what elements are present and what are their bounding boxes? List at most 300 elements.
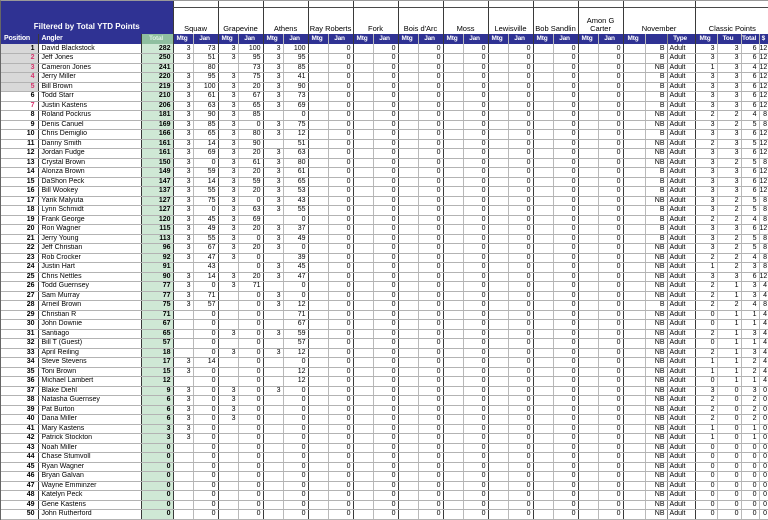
mtg-points-lewisville[interactable] xyxy=(488,120,508,130)
angler-type[interactable]: Adult xyxy=(667,63,695,73)
mtg-points-squaw[interactable]: 3 xyxy=(173,244,193,254)
angler-name[interactable]: Jeff Jones xyxy=(38,54,141,64)
mtg-points-amon-g-carter[interactable] xyxy=(578,481,598,491)
angler-type[interactable]: Adult xyxy=(667,386,695,396)
jan-points-lewisville[interactable]: 0 xyxy=(508,301,533,311)
classic-total[interactable]: 3 xyxy=(741,263,759,273)
ytd-total[interactable]: 96 xyxy=(141,244,173,254)
jan-points-athens[interactable]: 75 xyxy=(283,120,308,130)
header-bois-d-arc-jan[interactable]: Jan xyxy=(418,34,443,44)
mtg-points-athens[interactable] xyxy=(263,434,283,444)
jan-points-bob-sandlin[interactable]: 0 xyxy=(553,348,578,358)
jan-points-lewisville[interactable]: 0 xyxy=(508,139,533,149)
mtg-points-grapevine[interactable]: 3 xyxy=(218,111,238,121)
jan-points-bob-sandlin[interactable]: 0 xyxy=(553,320,578,330)
jan-points-lewisville[interactable]: 0 xyxy=(508,405,533,415)
position-cell[interactable]: 3 xyxy=(1,63,38,73)
lake-header-amon-g-carter[interactable]: Amon G Carter xyxy=(578,8,623,35)
november-mtg[interactable] xyxy=(623,92,645,102)
mtg-points-bob-sandlin[interactable] xyxy=(533,234,553,244)
mtg-points-bois-d-arc[interactable] xyxy=(398,320,418,330)
jan-points-bob-sandlin[interactable]: 0 xyxy=(553,339,578,349)
classic-tournaments[interactable]: 0 xyxy=(717,491,741,501)
jan-points-athens[interactable]: 0 xyxy=(283,453,308,463)
jan-points-fork[interactable]: 0 xyxy=(373,139,398,149)
mtg-points-athens[interactable] xyxy=(263,282,283,292)
classic-total[interactable]: 6 xyxy=(741,168,759,178)
mtg-points-squaw[interactable]: 3 xyxy=(173,54,193,64)
jan-points-squaw[interactable]: 63 xyxy=(193,101,218,111)
jan-points-fork[interactable]: 0 xyxy=(373,101,398,111)
jan-points-ray-roberts[interactable]: 0 xyxy=(328,339,353,349)
position-cell[interactable]: 27 xyxy=(1,291,38,301)
ytd-total[interactable]: 0 xyxy=(141,481,173,491)
jan-points-amon-g-carter[interactable]: 0 xyxy=(598,101,623,111)
mtg-points-ray-roberts[interactable] xyxy=(308,168,328,178)
jan-points-bob-sandlin[interactable]: 0 xyxy=(553,215,578,225)
jan-points-moss[interactable]: 0 xyxy=(463,177,488,187)
mtg-points-moss[interactable] xyxy=(443,348,463,358)
mtg-points-grapevine[interactable] xyxy=(218,510,238,520)
mtg-points-fork[interactable] xyxy=(353,187,373,197)
mtg-points-ray-roberts[interactable] xyxy=(308,339,328,349)
mtg-points-athens[interactable]: 3 xyxy=(263,386,283,396)
jan-points-ray-roberts[interactable]: 0 xyxy=(328,386,353,396)
jan-points-squaw[interactable]: 61 xyxy=(193,92,218,102)
mtg-points-grapevine[interactable]: 3 xyxy=(218,396,238,406)
mtg-points-lewisville[interactable] xyxy=(488,405,508,415)
jan-points-bois-d-arc[interactable]: 0 xyxy=(418,291,443,301)
position-cell[interactable]: 24 xyxy=(1,263,38,273)
jan-points-lewisville[interactable]: 0 xyxy=(508,481,533,491)
mtg-points-moss[interactable] xyxy=(443,149,463,159)
jan-points-bois-d-arc[interactable]: 0 xyxy=(418,358,443,368)
mtg-points-athens[interactable] xyxy=(263,215,283,225)
jan-points-grapevine[interactable]: 69 xyxy=(238,215,263,225)
mtg-points-moss[interactable] xyxy=(443,215,463,225)
mtg-points-moss[interactable] xyxy=(443,301,463,311)
boater-flag[interactable]: B xyxy=(645,177,667,187)
mtg-points-ray-roberts[interactable] xyxy=(308,263,328,273)
classic-money[interactable]: 0 xyxy=(759,443,768,453)
mtg-points-bois-d-arc[interactable] xyxy=(398,282,418,292)
classic-tournaments[interactable]: 1 xyxy=(717,348,741,358)
ytd-total[interactable]: 71 xyxy=(141,310,173,320)
mtg-points-squaw[interactable]: 3 xyxy=(173,73,193,83)
classic-money[interactable]: 0 xyxy=(759,405,768,415)
classic-tournaments[interactable]: 3 xyxy=(717,63,741,73)
mtg-points-athens[interactable] xyxy=(263,253,283,263)
mtg-points-squaw[interactable]: 3 xyxy=(173,196,193,206)
classic-mtg[interactable]: 3 xyxy=(695,196,717,206)
mtg-points-ray-roberts[interactable] xyxy=(308,206,328,216)
jan-points-lewisville[interactable]: 0 xyxy=(508,44,533,54)
mtg-points-athens[interactable]: 3 xyxy=(263,63,283,73)
jan-points-moss[interactable]: 0 xyxy=(463,320,488,330)
classic-mtg[interactable]: 1 xyxy=(695,358,717,368)
mtg-points-amon-g-carter[interactable] xyxy=(578,54,598,64)
classic-money[interactable]: 12 xyxy=(759,272,768,280)
position-cell[interactable]: 10 xyxy=(1,130,38,140)
jan-points-bob-sandlin[interactable]: 0 xyxy=(553,101,578,111)
mtg-points-grapevine[interactable]: 3 xyxy=(218,244,238,254)
classic-total[interactable]: 4 xyxy=(741,253,759,263)
jan-points-lewisville[interactable]: 0 xyxy=(508,472,533,482)
angler-name[interactable]: Jerry Young xyxy=(38,234,141,244)
jan-points-grapevine[interactable]: 0 xyxy=(238,491,263,501)
mtg-points-bob-sandlin[interactable] xyxy=(533,206,553,216)
ytd-total[interactable]: 6 xyxy=(141,415,173,425)
classic-tournaments[interactable]: 3 xyxy=(717,139,741,149)
position-cell[interactable]: 21 xyxy=(1,234,38,244)
mtg-points-bois-d-arc[interactable] xyxy=(398,367,418,377)
position-cell[interactable]: 2 xyxy=(1,54,38,64)
mtg-points-amon-g-carter[interactable] xyxy=(578,225,598,235)
mtg-points-squaw[interactable] xyxy=(173,329,193,339)
angler-name[interactable]: Todd Starr xyxy=(38,92,141,102)
classic-mtg[interactable]: 2 xyxy=(695,111,717,121)
mtg-points-ray-roberts[interactable] xyxy=(308,329,328,339)
mtg-points-bois-d-arc[interactable] xyxy=(398,434,418,444)
jan-points-lewisville[interactable]: 0 xyxy=(508,386,533,396)
november-mtg[interactable] xyxy=(623,73,645,83)
mtg-points-amon-g-carter[interactable] xyxy=(578,82,598,92)
angler-name[interactable]: Crystal Brown xyxy=(38,158,141,168)
ytd-total[interactable]: 210 xyxy=(141,92,173,102)
angler-name[interactable]: Cameron Jones xyxy=(38,63,141,73)
classic-money[interactable]: 12 xyxy=(759,92,768,100)
jan-points-squaw[interactable]: 51 xyxy=(193,54,218,64)
angler-name[interactable]: Bryan Galvan xyxy=(38,472,141,482)
jan-points-athens[interactable]: 0 xyxy=(283,481,308,491)
mtg-points-fork[interactable] xyxy=(353,472,373,482)
mtg-points-athens[interactable] xyxy=(263,500,283,510)
jan-points-bob-sandlin[interactable]: 0 xyxy=(553,310,578,320)
angler-name[interactable]: Katelyn Peck xyxy=(38,491,141,501)
jan-points-amon-g-carter[interactable]: 0 xyxy=(598,82,623,92)
mtg-points-grapevine[interactable] xyxy=(218,310,238,320)
mtg-points-lewisville[interactable] xyxy=(488,225,508,235)
mtg-points-grapevine[interactable] xyxy=(218,443,238,453)
jan-points-ray-roberts[interactable]: 0 xyxy=(328,358,353,368)
position-cell[interactable]: 36 xyxy=(1,377,38,387)
jan-points-amon-g-carter[interactable]: 0 xyxy=(598,405,623,415)
classic-total[interactable]: 3 xyxy=(741,282,759,292)
mtg-points-lewisville[interactable] xyxy=(488,244,508,254)
jan-points-bois-d-arc[interactable]: 0 xyxy=(418,415,443,425)
jan-points-grapevine[interactable]: 0 xyxy=(238,405,263,415)
jan-points-fork[interactable]: 0 xyxy=(373,386,398,396)
classic-money[interactable]: 4 xyxy=(759,310,768,320)
mtg-points-squaw[interactable]: 3 xyxy=(173,367,193,377)
classic-total[interactable]: 1 xyxy=(741,424,759,434)
classic-money[interactable]: 12 xyxy=(759,177,768,185)
mtg-points-grapevine[interactable]: 3 xyxy=(218,215,238,225)
ytd-total[interactable]: 91 xyxy=(141,263,173,273)
jan-points-athens[interactable]: 0 xyxy=(283,386,308,396)
jan-points-grapevine[interactable]: 0 xyxy=(238,120,263,130)
angler-name[interactable]: Roland Pockrus xyxy=(38,111,141,121)
mtg-points-moss[interactable] xyxy=(443,358,463,368)
jan-points-bob-sandlin[interactable]: 0 xyxy=(553,415,578,425)
classic-tournaments[interactable]: 0 xyxy=(717,500,741,510)
classic-money[interactable]: 0 xyxy=(759,500,768,510)
jan-points-grapevine[interactable]: 0 xyxy=(238,424,263,434)
jan-points-grapevine[interactable]: 20 xyxy=(238,244,263,254)
classic-tournaments[interactable]: 3 xyxy=(717,82,741,92)
mtg-points-fork[interactable] xyxy=(353,348,373,358)
jan-points-squaw[interactable]: 14 xyxy=(193,272,218,282)
mtg-points-grapevine[interactable] xyxy=(218,301,238,311)
mtg-points-fork[interactable] xyxy=(353,54,373,64)
jan-points-athens[interactable]: 0 xyxy=(283,405,308,415)
mtg-points-bob-sandlin[interactable] xyxy=(533,339,553,349)
jan-points-ray-roberts[interactable]: 0 xyxy=(328,196,353,206)
mtg-points-bob-sandlin[interactable] xyxy=(533,453,553,463)
jan-points-athens[interactable]: 85 xyxy=(283,63,308,73)
mtg-points-bob-sandlin[interactable] xyxy=(533,215,553,225)
classic-tournaments[interactable]: 3 xyxy=(717,54,741,64)
angler-type[interactable]: Adult xyxy=(667,443,695,453)
jan-points-ray-roberts[interactable]: 0 xyxy=(328,510,353,520)
mtg-points-grapevine[interactable] xyxy=(218,453,238,463)
mtg-points-amon-g-carter[interactable] xyxy=(578,491,598,501)
jan-points-moss[interactable]: 0 xyxy=(463,158,488,168)
classic-money[interactable]: 4 xyxy=(759,358,768,368)
angler-type[interactable]: Adult xyxy=(667,339,695,349)
jan-points-bois-d-arc[interactable]: 0 xyxy=(418,111,443,121)
jan-points-athens[interactable]: 0 xyxy=(283,443,308,453)
mtg-points-ray-roberts[interactable] xyxy=(308,44,328,54)
mtg-points-squaw[interactable] xyxy=(173,310,193,320)
mtg-points-bob-sandlin[interactable] xyxy=(533,244,553,254)
november-mtg[interactable] xyxy=(623,348,645,358)
november-mtg[interactable] xyxy=(623,225,645,235)
jan-points-bois-d-arc[interactable]: 0 xyxy=(418,234,443,244)
mtg-points-bois-d-arc[interactable] xyxy=(398,415,418,425)
boater-flag[interactable]: B xyxy=(645,225,667,235)
jan-points-athens[interactable]: 51 xyxy=(283,139,308,149)
jan-points-bois-d-arc[interactable]: 0 xyxy=(418,377,443,387)
jan-points-amon-g-carter[interactable]: 0 xyxy=(598,386,623,396)
mtg-points-squaw[interactable]: 3 xyxy=(173,92,193,102)
angler-type[interactable]: Adult xyxy=(667,111,695,121)
mtg-points-ray-roberts[interactable] xyxy=(308,491,328,501)
mtg-points-squaw[interactable]: 3 xyxy=(173,168,193,178)
mtg-points-squaw[interactable]: 3 xyxy=(173,120,193,130)
classic-tournaments[interactable]: 1 xyxy=(717,358,741,368)
jan-points-bob-sandlin[interactable]: 0 xyxy=(553,329,578,339)
position-cell[interactable]: 42 xyxy=(1,434,38,444)
mtg-points-squaw[interactable]: 3 xyxy=(173,234,193,244)
jan-points-moss[interactable]: 0 xyxy=(463,500,488,510)
angler-type[interactable]: Adult xyxy=(667,301,695,311)
mtg-points-athens[interactable] xyxy=(263,367,283,377)
mtg-points-bob-sandlin[interactable] xyxy=(533,177,553,187)
mtg-points-squaw[interactable]: 3 xyxy=(173,434,193,444)
mtg-points-grapevine[interactable] xyxy=(218,367,238,377)
jan-points-bois-d-arc[interactable]: 0 xyxy=(418,253,443,263)
jan-points-moss[interactable]: 0 xyxy=(463,225,488,235)
jan-points-bois-d-arc[interactable]: 0 xyxy=(418,63,443,73)
jan-points-athens[interactable]: 95 xyxy=(283,54,308,64)
jan-points-amon-g-carter[interactable]: 0 xyxy=(598,481,623,491)
jan-points-athens[interactable]: 0 xyxy=(283,215,308,225)
jan-points-amon-g-carter[interactable]: 0 xyxy=(598,139,623,149)
jan-points-squaw[interactable]: 65 xyxy=(193,130,218,140)
mtg-points-fork[interactable] xyxy=(353,44,373,54)
classic-money[interactable]: 0 xyxy=(759,434,768,444)
jan-points-athens[interactable]: 69 xyxy=(283,101,308,111)
jan-points-lewisville[interactable]: 0 xyxy=(508,82,533,92)
mtg-points-bob-sandlin[interactable] xyxy=(533,481,553,491)
ytd-total[interactable]: 0 xyxy=(141,500,173,510)
jan-points-lewisville[interactable]: 0 xyxy=(508,358,533,368)
jan-points-ray-roberts[interactable]: 0 xyxy=(328,462,353,472)
jan-points-athens[interactable]: 61 xyxy=(283,168,308,178)
lake-header-bob-sandlin[interactable]: Bob Sandlin xyxy=(533,8,578,35)
jan-points-bois-d-arc[interactable]: 0 xyxy=(418,367,443,377)
november-mtg[interactable] xyxy=(623,424,645,434)
mtg-points-ray-roberts[interactable] xyxy=(308,225,328,235)
ytd-total[interactable]: 0 xyxy=(141,462,173,472)
mtg-points-athens[interactable]: 3 xyxy=(263,234,283,244)
mtg-points-moss[interactable] xyxy=(443,396,463,406)
mtg-points-lewisville[interactable] xyxy=(488,215,508,225)
angler-type[interactable]: Adult xyxy=(667,462,695,472)
mtg-points-squaw[interactable]: 3 xyxy=(173,301,193,311)
boater-flag[interactable]: B xyxy=(645,206,667,216)
classic-total[interactable]: 6 xyxy=(741,101,759,111)
classic-total[interactable]: 4 xyxy=(741,111,759,121)
mtg-points-athens[interactable]: 3 xyxy=(263,206,283,216)
jan-points-athens[interactable]: 47 xyxy=(283,272,308,282)
mtg-points-moss[interactable] xyxy=(443,139,463,149)
boater-flag[interactable]: NB xyxy=(645,348,667,358)
boater-flag[interactable]: NB xyxy=(645,244,667,254)
mtg-points-grapevine[interactable]: 3 xyxy=(218,139,238,149)
angler-name[interactable]: Christian R xyxy=(38,310,141,320)
jan-points-ray-roberts[interactable]: 0 xyxy=(328,101,353,111)
jan-points-bois-d-arc[interactable]: 0 xyxy=(418,215,443,225)
mtg-points-squaw[interactable]: 3 xyxy=(173,424,193,434)
classic-tournaments[interactable]: 0 xyxy=(717,386,741,396)
classic-money[interactable]: 8 xyxy=(759,215,768,225)
mtg-points-moss[interactable] xyxy=(443,196,463,206)
jan-points-amon-g-carter[interactable]: 0 xyxy=(598,149,623,159)
jan-points-moss[interactable]: 0 xyxy=(463,462,488,472)
mtg-points-grapevine[interactable]: 3 xyxy=(218,177,238,187)
jan-points-squaw[interactable]: 0 xyxy=(193,491,218,501)
mtg-points-athens[interactable] xyxy=(263,358,283,368)
position-cell[interactable]: 30 xyxy=(1,320,38,330)
november-mtg[interactable] xyxy=(623,358,645,368)
classic-total[interactable]: 6 xyxy=(741,54,759,64)
mtg-points-moss[interactable] xyxy=(443,263,463,273)
position-cell[interactable]: 16 xyxy=(1,187,38,197)
mtg-points-bois-d-arc[interactable] xyxy=(398,82,418,92)
mtg-points-amon-g-carter[interactable] xyxy=(578,263,598,273)
jan-points-fork[interactable]: 0 xyxy=(373,234,398,244)
header-classic-mtg[interactable]: Mtg xyxy=(695,34,717,44)
mtg-points-ray-roberts[interactable] xyxy=(308,358,328,368)
mtg-points-lewisville[interactable] xyxy=(488,329,508,339)
ytd-total[interactable]: 149 xyxy=(141,168,173,178)
mtg-points-bois-d-arc[interactable] xyxy=(398,54,418,64)
jan-points-fork[interactable]: 0 xyxy=(373,301,398,311)
jan-points-squaw[interactable]: 85 xyxy=(193,120,218,130)
ytd-total[interactable]: 9 xyxy=(141,386,173,396)
november-mtg[interactable] xyxy=(623,453,645,463)
mtg-points-athens[interactable] xyxy=(263,443,283,453)
jan-points-fork[interactable]: 0 xyxy=(373,225,398,235)
mtg-points-bob-sandlin[interactable] xyxy=(533,396,553,406)
mtg-points-ray-roberts[interactable] xyxy=(308,139,328,149)
mtg-points-moss[interactable] xyxy=(443,481,463,491)
ytd-total[interactable]: 127 xyxy=(141,196,173,206)
jan-points-athens[interactable]: 41 xyxy=(283,73,308,83)
november-mtg[interactable] xyxy=(623,282,645,292)
mtg-points-squaw[interactable]: 3 xyxy=(173,272,193,282)
classic-mtg[interactable]: 3 xyxy=(695,225,717,235)
classic-tournaments[interactable]: 2 xyxy=(717,263,741,273)
jan-points-moss[interactable]: 0 xyxy=(463,149,488,159)
position-cell[interactable]: 25 xyxy=(1,272,38,282)
classic-mtg[interactable]: 0 xyxy=(695,339,717,349)
jan-points-moss[interactable]: 0 xyxy=(463,244,488,254)
jan-points-lewisville[interactable]: 0 xyxy=(508,367,533,377)
classic-mtg[interactable]: 1 xyxy=(695,434,717,444)
jan-points-amon-g-carter[interactable]: 0 xyxy=(598,177,623,187)
november-mtg[interactable] xyxy=(623,310,645,320)
classic-total[interactable]: 1 xyxy=(741,339,759,349)
mtg-points-bois-d-arc[interactable] xyxy=(398,291,418,301)
mtg-points-squaw[interactable]: 3 xyxy=(173,101,193,111)
mtg-points-ray-roberts[interactable] xyxy=(308,500,328,510)
jan-points-bob-sandlin[interactable]: 0 xyxy=(553,263,578,273)
jan-points-squaw[interactable]: 0 xyxy=(193,377,218,387)
jan-points-bob-sandlin[interactable]: 0 xyxy=(553,149,578,159)
classic-total[interactable]: 3 xyxy=(741,386,759,396)
jan-points-squaw[interactable]: 67 xyxy=(193,244,218,254)
boater-flag[interactable]: B xyxy=(645,54,667,64)
mtg-points-bob-sandlin[interactable] xyxy=(533,44,553,54)
ytd-total[interactable]: 120 xyxy=(141,215,173,225)
ytd-total[interactable]: 0 xyxy=(141,510,173,520)
mtg-points-fork[interactable] xyxy=(353,82,373,92)
mtg-points-fork[interactable] xyxy=(353,263,373,273)
mtg-points-ray-roberts[interactable] xyxy=(308,187,328,197)
jan-points-grapevine[interactable]: 0 xyxy=(238,310,263,320)
november-mtg[interactable] xyxy=(623,111,645,121)
mtg-points-grapevine[interactable]: 3 xyxy=(218,120,238,130)
mtg-points-grapevine[interactable] xyxy=(218,491,238,501)
angler-name[interactable]: Toni Brown xyxy=(38,367,141,377)
jan-points-athens[interactable]: 0 xyxy=(283,282,308,292)
angler-name[interactable]: Danny Smith xyxy=(38,139,141,149)
classic-tournaments[interactable]: 1 xyxy=(717,377,741,387)
november-mtg[interactable] xyxy=(623,263,645,273)
boater-flag[interactable]: NB xyxy=(645,443,667,453)
jan-points-lewisville[interactable]: 0 xyxy=(508,54,533,64)
position-cell[interactable]: 35 xyxy=(1,367,38,377)
angler-name[interactable]: Dana Miller xyxy=(38,415,141,425)
angler-type[interactable]: Adult xyxy=(667,244,695,254)
jan-points-athens[interactable]: 49 xyxy=(283,234,308,244)
classic-money[interactable]: 0 xyxy=(759,491,768,501)
lake-header-bois-d-arc[interactable]: Bois d'Arc xyxy=(398,8,443,35)
mtg-points-moss[interactable] xyxy=(443,424,463,434)
